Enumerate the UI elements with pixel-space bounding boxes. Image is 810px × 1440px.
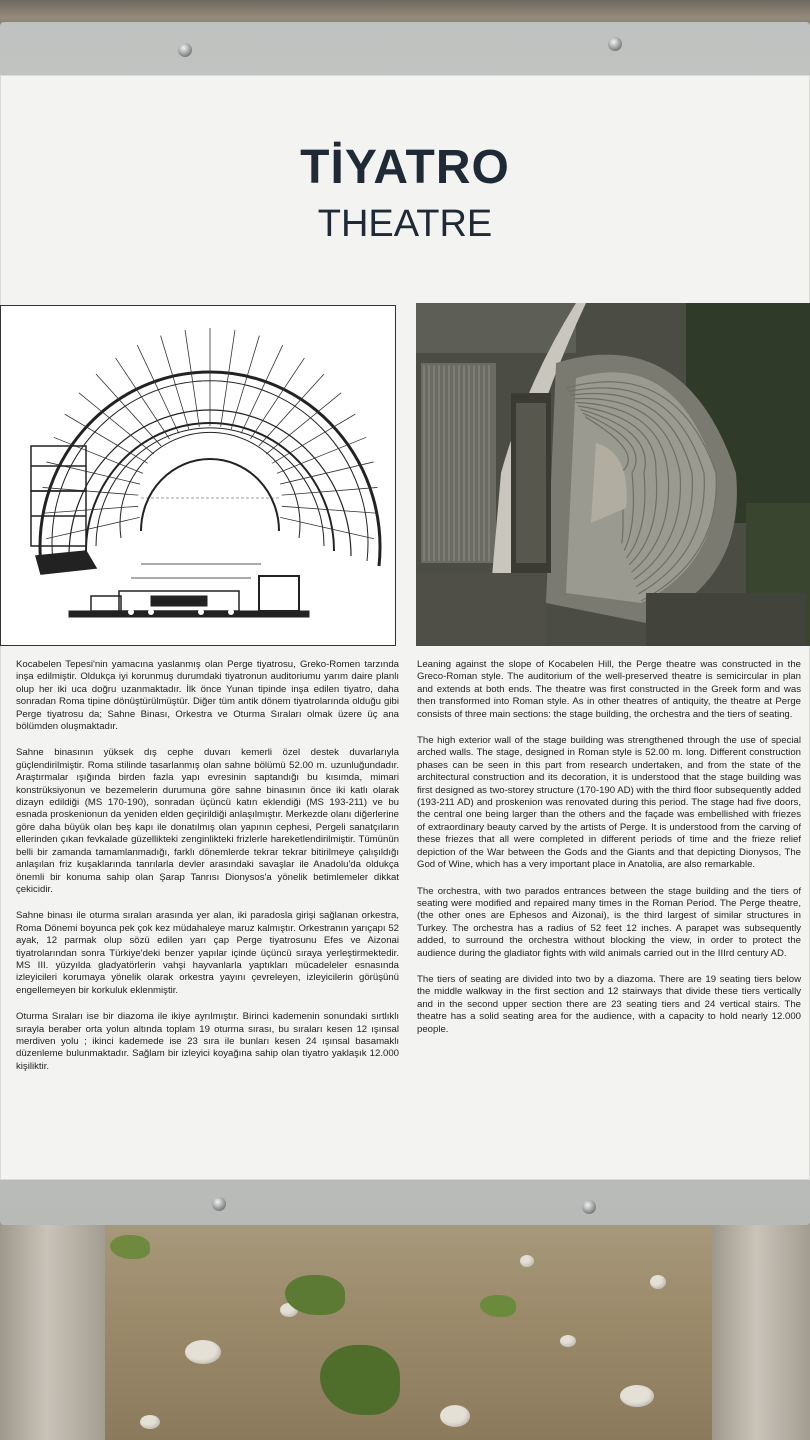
- sign-post-left: [0, 1215, 105, 1440]
- pebble: [650, 1275, 666, 1289]
- paragraph-en: The tiers of seating are divided into two by a diazoma. There are 19 seating tiers below the middle walkway in the first section and 12 stairways that divide these tiers vertically and in the second upper section there are 23 seating tiers and 24 vertical stairs. The theatre has a solid seating area for the audience, with a capacity to hold nearly 12.000 people.: [417, 973, 801, 1035]
- aerial-photo: [416, 303, 810, 646]
- theatre-aerial-icon: [416, 303, 810, 646]
- plant: [110, 1235, 150, 1259]
- bolt-icon: [178, 43, 192, 57]
- bolt-icon: [212, 1197, 226, 1211]
- pebble: [560, 1335, 576, 1347]
- paragraph-en: Leaning against the slope of Kocabelen Hill, the Perge theatre was constructed in the Greco-Roman style. The auditorium of the well-preserved theatre is semicircular in plan and extends at both ends. The theatre was first constructed in the Greek form and was then transformed into Roman style. As in other theatres of antiquity, the theatre at Perge consists of three main sections: the stage building, the orchestra and the tiers of seating.: [417, 659, 801, 720]
- plant: [480, 1295, 516, 1317]
- paragraph-en: The orchestra, with two parados entrances between the stage building and the tiers of seating were modified and repaired many times in the Roman Period. The Perge theatre, (the other ones are Ephesos and Aizonai), is the third largest of similar structures in Turkey. The orchestra has a radius of 52 feet 12 inches. A parapet was subsequently added, to surround the orchestra without blocking the view, in order to protect the audience during the gladiator fights with wild animals carried out in the IIIrd century AD.: [417, 885, 801, 959]
- pebble: [620, 1385, 654, 1407]
- pebble: [440, 1405, 470, 1427]
- turkish-text-column: [16, 659, 399, 1087]
- paragraph-tr: Kocabelen Tepesi'nin yamacına yaslanmış olan Perge tiyatrosu, Greko-Romen tarzında inşa edilmiştir. Oldukça iyi korunmuş durumdaki tiyatronun auditoriumu yarım daire planlı olup her iki uca doğru uzanmaktadır. İlk önce Yunan tipinde inşa edilen tiyatro, daha sonradan Roma tipine dönüştürülmüştür. Diğer tüm antik dönem tiyatrolarında olduğu gibi Perge tiyatrosu da; Sahne Binası, Orkestra ve Oturma Sıraları olmak üzere üç ana bölümden oluşmaktadır.: [16, 659, 399, 733]
- plant: [320, 1345, 400, 1415]
- sign-post-right: [712, 1215, 810, 1440]
- paragraph-tr: Oturma Sıraları ise bir diazoma ile ikiye ayrılmıştır. Birinci kademenin sonundaki sırtlıklı sırayla beraber orta yolun altında toplam 19 oturma sırası, bu sıraları kesen 12 ışınsal merdiven yolu ; ikinci kademede ise 23 sıra ile bunları kesen 24 ışınsal basamaklı düzenleme bulunmaktadır. Sağlam bir izleyici koyağına sahip olan tiyatro yaklaşık 12.000 kişiliktir.: [16, 1011, 399, 1072]
- bolt-icon: [608, 37, 622, 51]
- theatre-plan-icon: [1, 306, 395, 645]
- title-english: THEATRE: [317, 203, 493, 245]
- pebble: [520, 1255, 534, 1267]
- paragraph-tr: Sahne binası ile oturma sıraları arasında yer alan, iki paradosla girişi sağlanan orkestra, Roma Dönemi boyunca pek çok kez müdahaleye maruz kalmıştır. Orkestranın yarıçapı 52 ayak, 12 parmak olup sözü edilen yarı çap Perge tiyatrosunu Efes ve Aizonai tiyatrolarından sonra Türkiye'deki benzer yapılar içinde üçüncü sıraya yerleştirmektedir. MS III. yüzyılda gladyatörlerin vahşi hayvanlarla yaptıkları mücadeleler esnasında izleyicileri korumaya yönelik olarak orkestra yayını çevreleyen, izleyicilerin görüşünü engellemeyen bir korkuluk eklenmiştir.: [16, 910, 399, 996]
- paragraph-tr: Sahne binasının yüksek dış cephe duvarı kemerli özel destek duvarlarıyla güçlendirilmiştir. Roma stilinde tasarlanmış olan sahne bölümü 52.00 m. uzunluğundadır. Araştırmalar ışığında birden fazla yapı evresinin saptandığı bu kısımda, mimari konstrüksiyonun ve bezemelerin durumuna göre sahne binasının önce iki katlı olarak dizayn edildiği (MS 170-190), sonradan üçüncü katın eklendiği (MS 193-211) ve bu esnada proskenionun da yeniden elden geçirildiği anlaşılmıştır. Merkezde olanı diğerlerine göre daha büyük olan beş kapı ile donatılmış olan yapının cephesi, Pergeli sanatçıların ellerinden çıkan fevkalade güzellikteki zenginlikteki frizlerle hareketlendirilmiştir. Tümünün belli bir zamanda tamamlanmadığı, farklı dönemlerde tekrar tekrar bitirilmeye çalışıldığı anlaşılan friz kuşaklarında tanrılarla devler arasındaki savaşlar ile Anadolu'da oldukça önemli bir konuma sahip olan Şarap Tanrısı Dionysos'a yönelik betimlemeler dikkat çekicidir.: [16, 747, 399, 895]
- ground-background: [0, 1215, 810, 1440]
- english-text-column: [417, 659, 801, 1050]
- title-turkish: TİYATRO: [300, 141, 510, 194]
- pebble: [140, 1415, 160, 1429]
- pebble: [185, 1340, 221, 1364]
- plan-drawing: [0, 305, 396, 646]
- bolt-icon: [582, 1200, 596, 1214]
- paragraph-en: The high exterior wall of the stage building was strengthened through the use of special arched walls. The stage, designed in Roman style is 52.00 m. long. Different construction phases can be seen in this part from research undertaken, and from the state of the architectural construction and its decoration, it is understood that the stage building was first designed as two-storey structure (170-190 AD) with the third floor subsequently added (193-211 AD) and proskenion was renovated during this period. The stage had five doors, the central one being larger than the others and the façade was embellished with friezes of extraordinary beauty carved by the artists of Perge. It is understood from the carving of these friezes that all were completed in different periods of time and the frieze relief depiction of the War between the Gods and the Giants and that depicting Dionysos, The God of Wine, which has a very important place in Anatolia, are also remarkable.: [417, 735, 801, 871]
